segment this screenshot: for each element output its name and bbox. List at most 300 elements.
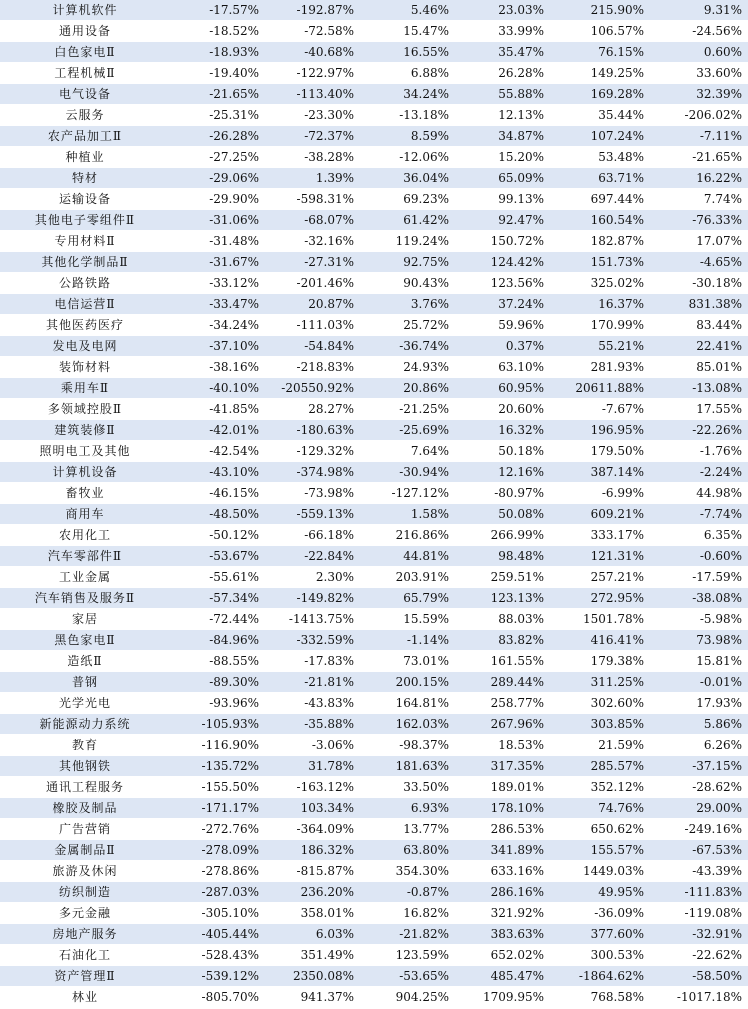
industry-name-cell: 汽车销售及服务Ⅱ <box>0 588 170 609</box>
table-row <box>0 630 748 651</box>
table-row <box>0 924 748 945</box>
value-cell-col-6: -7.74% <box>650 504 748 525</box>
value-cell-col-2: -364.09% <box>265 819 360 840</box>
value-cell-col-1: -41.85% <box>170 399 265 420</box>
value-cell-col-4: 259.51% <box>455 567 550 588</box>
value-cell-col-1: -40.10% <box>170 378 265 399</box>
value-cell-col-1: -287.03% <box>170 882 265 903</box>
industry-name-cell: 计算机软件 <box>0 0 170 21</box>
value-cell-col-5: 1501.78% <box>550 609 650 630</box>
table-row <box>0 504 748 525</box>
table-row <box>0 189 748 210</box>
industry-name-cell: 黑色家电Ⅱ <box>0 630 170 651</box>
value-cell-col-5: 35.44% <box>550 105 650 126</box>
value-cell-col-1: -528.43% <box>170 945 265 966</box>
value-cell-col-3: 61.42% <box>360 210 455 231</box>
value-cell-col-5: 16.37% <box>550 294 650 315</box>
value-cell-col-6: 85.01% <box>650 357 748 378</box>
table-row <box>0 0 748 21</box>
value-cell-col-4: 50.18% <box>455 441 550 462</box>
value-cell-col-2: -21.81% <box>265 672 360 693</box>
table-row <box>0 714 748 735</box>
value-cell-col-4: 652.02% <box>455 945 550 966</box>
value-cell-col-1: -272.76% <box>170 819 265 840</box>
value-cell-col-3: 119.24% <box>360 231 455 252</box>
value-cell-col-2: -72.58% <box>265 21 360 42</box>
value-cell-col-2: -122.97% <box>265 63 360 84</box>
value-cell-col-2: 186.32% <box>265 840 360 861</box>
value-cell-col-4: 266.99% <box>455 525 550 546</box>
industry-name-cell: 橡胶及制品 <box>0 798 170 819</box>
table-row <box>0 231 748 252</box>
value-cell-col-2: -163.12% <box>265 777 360 798</box>
value-cell-col-2: -66.18% <box>265 525 360 546</box>
value-cell-col-6: -13.08% <box>650 378 748 399</box>
value-cell-col-5: 170.99% <box>550 315 650 336</box>
value-cell-col-5: 49.95% <box>550 882 650 903</box>
value-cell-col-2: -22.84% <box>265 546 360 567</box>
value-cell-col-6: -1.76% <box>650 441 748 462</box>
table-row <box>0 21 748 42</box>
value-cell-col-6: 44.98% <box>650 483 748 504</box>
value-cell-col-4: 60.95% <box>455 378 550 399</box>
value-cell-col-5: 333.17% <box>550 525 650 546</box>
value-cell-col-5: 352.12% <box>550 777 650 798</box>
value-cell-col-5: 74.76% <box>550 798 650 819</box>
value-cell-col-4: 16.32% <box>455 420 550 441</box>
value-cell-col-5: 650.62% <box>550 819 650 840</box>
value-cell-col-3: 15.59% <box>360 609 455 630</box>
industry-name-cell: 发电及电网 <box>0 336 170 357</box>
value-cell-col-3: 34.24% <box>360 84 455 105</box>
value-cell-col-6: -58.50% <box>650 966 748 987</box>
value-cell-col-4: 99.13% <box>455 189 550 210</box>
value-cell-col-2: -332.59% <box>265 630 360 651</box>
value-cell-col-6: 15.81% <box>650 651 748 672</box>
value-cell-col-5: -6.99% <box>550 483 650 504</box>
value-cell-col-5: 609.21% <box>550 504 650 525</box>
value-cell-col-2: -201.46% <box>265 273 360 294</box>
value-cell-col-4: 289.44% <box>455 672 550 693</box>
industry-name-cell: 通讯工程服务 <box>0 777 170 798</box>
table-row <box>0 567 748 588</box>
industry-name-cell: 白色家电Ⅱ <box>0 42 170 63</box>
value-cell-col-1: -34.24% <box>170 315 265 336</box>
value-cell-col-5: 182.87% <box>550 231 650 252</box>
value-cell-col-6: -249.16% <box>650 819 748 840</box>
value-cell-col-6: 6.26% <box>650 735 748 756</box>
value-cell-col-1: -38.16% <box>170 357 265 378</box>
value-cell-col-2: -559.13% <box>265 504 360 525</box>
value-cell-col-5: 121.31% <box>550 546 650 567</box>
value-cell-col-5: 196.95% <box>550 420 650 441</box>
value-cell-col-4: 35.47% <box>455 42 550 63</box>
value-cell-col-2: 31.78% <box>265 756 360 777</box>
value-cell-col-3: 3.76% <box>360 294 455 315</box>
table-row <box>0 756 748 777</box>
table-row <box>0 168 748 189</box>
industry-name-cell: 其他钢铁 <box>0 756 170 777</box>
value-cell-col-3: 25.72% <box>360 315 455 336</box>
table-row <box>0 735 748 756</box>
value-cell-col-1: -171.17% <box>170 798 265 819</box>
table-row <box>0 693 748 714</box>
value-cell-col-1: -155.50% <box>170 777 265 798</box>
value-cell-col-6: -32.91% <box>650 924 748 945</box>
value-cell-col-3: 24.93% <box>360 357 455 378</box>
value-cell-col-2: -27.31% <box>265 252 360 273</box>
table-row <box>0 651 748 672</box>
value-cell-col-2: -149.82% <box>265 588 360 609</box>
value-cell-col-1: -19.40% <box>170 63 265 84</box>
value-cell-col-5: 155.57% <box>550 840 650 861</box>
value-cell-col-3: -30.94% <box>360 462 455 483</box>
value-cell-col-3: 1.58% <box>360 504 455 525</box>
value-cell-col-1: -26.28% <box>170 126 265 147</box>
value-cell-col-1: -33.47% <box>170 294 265 315</box>
value-cell-col-3: 63.80% <box>360 840 455 861</box>
industry-name-cell: 多元金融 <box>0 903 170 924</box>
value-cell-col-3: 44.81% <box>360 546 455 567</box>
value-cell-col-2: -73.98% <box>265 483 360 504</box>
value-cell-col-2: -40.68% <box>265 42 360 63</box>
value-cell-col-1: -46.15% <box>170 483 265 504</box>
value-cell-col-1: -21.65% <box>170 84 265 105</box>
value-cell-col-3: 904.25% <box>360 987 455 1008</box>
value-cell-col-5: 149.25% <box>550 63 650 84</box>
value-cell-col-3: 8.59% <box>360 126 455 147</box>
value-cell-col-5: 325.02% <box>550 273 650 294</box>
value-cell-col-4: 123.13% <box>455 588 550 609</box>
value-cell-col-5: 53.48% <box>550 147 650 168</box>
table-row <box>0 147 748 168</box>
value-cell-col-3: 92.75% <box>360 252 455 273</box>
value-cell-col-5: 76.15% <box>550 42 650 63</box>
value-cell-col-5: 311.25% <box>550 672 650 693</box>
value-cell-col-5: 768.58% <box>550 987 650 1008</box>
value-cell-col-6: -30.18% <box>650 273 748 294</box>
value-cell-col-3: 36.04% <box>360 168 455 189</box>
table-row <box>0 420 748 441</box>
value-cell-col-4: 23.03% <box>455 0 550 21</box>
value-cell-col-4: 98.48% <box>455 546 550 567</box>
value-cell-col-2: 2.30% <box>265 567 360 588</box>
value-cell-col-3: 69.23% <box>360 189 455 210</box>
value-cell-col-2: 1.39% <box>265 168 360 189</box>
value-cell-col-6: -76.33% <box>650 210 748 231</box>
value-cell-col-3: 6.88% <box>360 63 455 84</box>
value-cell-col-2: -38.28% <box>265 147 360 168</box>
value-cell-col-5: 107.24% <box>550 126 650 147</box>
industry-name-cell: 云服务 <box>0 105 170 126</box>
value-cell-col-4: 633.16% <box>455 861 550 882</box>
industry-name-cell: 乘用车Ⅱ <box>0 378 170 399</box>
value-cell-col-2: 2350.08% <box>265 966 360 987</box>
value-cell-col-5: 285.57% <box>550 756 650 777</box>
value-cell-col-5: 63.71% <box>550 168 650 189</box>
value-cell-col-2: -1413.75% <box>265 609 360 630</box>
value-cell-col-1: -29.90% <box>170 189 265 210</box>
table-row <box>0 483 748 504</box>
value-cell-col-4: 258.77% <box>455 693 550 714</box>
industry-name-cell: 畜牧业 <box>0 483 170 504</box>
value-cell-col-4: 34.87% <box>455 126 550 147</box>
value-cell-col-6: -24.56% <box>650 21 748 42</box>
industry-name-cell: 商用车 <box>0 504 170 525</box>
value-cell-col-1: -18.52% <box>170 21 265 42</box>
industry-name-cell: 建筑装修Ⅱ <box>0 420 170 441</box>
value-cell-col-5: 697.44% <box>550 189 650 210</box>
value-cell-col-6: -37.15% <box>650 756 748 777</box>
value-cell-col-1: -31.06% <box>170 210 265 231</box>
industry-name-cell: 工业金属 <box>0 567 170 588</box>
value-cell-col-2: -218.83% <box>265 357 360 378</box>
industry-name-cell: 林业 <box>0 987 170 1008</box>
table-row <box>0 546 748 567</box>
value-cell-col-1: -37.10% <box>170 336 265 357</box>
value-cell-col-3: 16.82% <box>360 903 455 924</box>
value-cell-col-1: -31.67% <box>170 252 265 273</box>
value-cell-col-4: 178.10% <box>455 798 550 819</box>
value-cell-col-3: -98.37% <box>360 735 455 756</box>
table-row <box>0 672 748 693</box>
value-cell-col-5: 169.28% <box>550 84 650 105</box>
value-cell-col-3: 20.86% <box>360 378 455 399</box>
value-cell-col-1: -33.12% <box>170 273 265 294</box>
value-cell-col-4: 150.72% <box>455 231 550 252</box>
value-cell-col-6: -22.26% <box>650 420 748 441</box>
value-cell-col-4: 18.53% <box>455 735 550 756</box>
value-cell-col-4: 267.96% <box>455 714 550 735</box>
table-row <box>0 336 748 357</box>
value-cell-col-3: -1.14% <box>360 630 455 651</box>
value-cell-col-6: 29.00% <box>650 798 748 819</box>
industry-name-cell: 旅游及休闲 <box>0 861 170 882</box>
industry-name-cell: 计算机设备 <box>0 462 170 483</box>
value-cell-col-6: 17.55% <box>650 399 748 420</box>
industry-name-cell: 家居 <box>0 609 170 630</box>
value-cell-col-4: 50.08% <box>455 504 550 525</box>
table-row <box>0 126 748 147</box>
value-cell-col-3: 7.64% <box>360 441 455 462</box>
table-row <box>0 525 748 546</box>
value-cell-col-6: 9.31% <box>650 0 748 21</box>
value-cell-col-2: 20.87% <box>265 294 360 315</box>
value-cell-col-2: 236.20% <box>265 882 360 903</box>
value-cell-col-4: 92.47% <box>455 210 550 231</box>
value-cell-col-6: -38.08% <box>650 588 748 609</box>
industry-name-cell: 运输设备 <box>0 189 170 210</box>
table-row <box>0 987 748 1008</box>
value-cell-col-1: -84.96% <box>170 630 265 651</box>
value-cell-col-4: 55.88% <box>455 84 550 105</box>
table-row <box>0 777 748 798</box>
industry-name-cell: 农用化工 <box>0 525 170 546</box>
industry-name-cell: 其他电子零组件Ⅱ <box>0 210 170 231</box>
value-cell-col-1: -135.72% <box>170 756 265 777</box>
value-cell-col-6: -0.60% <box>650 546 748 567</box>
table-row <box>0 315 748 336</box>
table-row <box>0 840 748 861</box>
value-cell-col-1: -539.12% <box>170 966 265 987</box>
value-cell-col-4: 124.42% <box>455 252 550 273</box>
value-cell-col-1: -55.61% <box>170 567 265 588</box>
value-cell-col-6: -43.39% <box>650 861 748 882</box>
value-cell-col-4: 37.24% <box>455 294 550 315</box>
value-cell-col-5: 160.54% <box>550 210 650 231</box>
value-cell-col-4: 286.16% <box>455 882 550 903</box>
value-cell-col-5: 106.57% <box>550 21 650 42</box>
value-cell-col-1: -405.44% <box>170 924 265 945</box>
value-cell-col-6: -7.11% <box>650 126 748 147</box>
industry-name-cell: 造纸Ⅱ <box>0 651 170 672</box>
value-cell-col-6: 16.22% <box>650 168 748 189</box>
value-cell-col-2: -43.83% <box>265 693 360 714</box>
value-cell-col-4: 485.47% <box>455 966 550 987</box>
value-cell-col-4: 15.20% <box>455 147 550 168</box>
value-cell-col-3: -21.25% <box>360 399 455 420</box>
value-cell-col-6: 17.07% <box>650 231 748 252</box>
table-row <box>0 294 748 315</box>
value-cell-col-1: -93.96% <box>170 693 265 714</box>
value-cell-col-1: -27.25% <box>170 147 265 168</box>
industry-name-cell: 普钢 <box>0 672 170 693</box>
value-cell-col-1: -50.12% <box>170 525 265 546</box>
value-cell-col-5: 20611.88% <box>550 378 650 399</box>
value-cell-col-6: 17.93% <box>650 693 748 714</box>
value-cell-col-1: -278.86% <box>170 861 265 882</box>
value-cell-col-3: -127.12% <box>360 483 455 504</box>
value-cell-col-4: 1709.95% <box>455 987 550 1008</box>
value-cell-col-6: 6.35% <box>650 525 748 546</box>
value-cell-col-3: -0.87% <box>360 882 455 903</box>
value-cell-col-6: -22.62% <box>650 945 748 966</box>
value-cell-col-3: -12.06% <box>360 147 455 168</box>
value-cell-col-3: -53.65% <box>360 966 455 987</box>
value-cell-col-1: -53.67% <box>170 546 265 567</box>
value-cell-col-1: -57.34% <box>170 588 265 609</box>
value-cell-col-6: -21.65% <box>650 147 748 168</box>
value-cell-col-1: -89.30% <box>170 672 265 693</box>
value-cell-col-2: -129.32% <box>265 441 360 462</box>
value-cell-col-1: -305.10% <box>170 903 265 924</box>
value-cell-col-6: -28.62% <box>650 777 748 798</box>
value-cell-col-1: -88.55% <box>170 651 265 672</box>
value-cell-col-3: 65.79% <box>360 588 455 609</box>
value-cell-col-2: 103.34% <box>265 798 360 819</box>
value-cell-col-1: -42.54% <box>170 441 265 462</box>
value-cell-col-1: -42.01% <box>170 420 265 441</box>
value-cell-col-3: 216.86% <box>360 525 455 546</box>
value-cell-col-6: 83.44% <box>650 315 748 336</box>
value-cell-col-4: 65.09% <box>455 168 550 189</box>
value-cell-col-4: 33.99% <box>455 21 550 42</box>
industry-name-cell: 新能源动力系统 <box>0 714 170 735</box>
value-cell-col-5: 303.85% <box>550 714 650 735</box>
table-row <box>0 903 748 924</box>
industry-name-cell: 其他医药医疗 <box>0 315 170 336</box>
industry-name-cell: 金属制品Ⅱ <box>0 840 170 861</box>
value-cell-col-2: -598.31% <box>265 189 360 210</box>
value-cell-col-1: -805.70% <box>170 987 265 1008</box>
table-row <box>0 966 748 987</box>
value-cell-col-1: -25.31% <box>170 105 265 126</box>
value-cell-col-5: -1864.62% <box>550 966 650 987</box>
table-row <box>0 252 748 273</box>
value-cell-col-5: 302.60% <box>550 693 650 714</box>
value-cell-col-2: -17.83% <box>265 651 360 672</box>
value-cell-col-4: 286.53% <box>455 819 550 840</box>
industry-name-cell: 房地产服务 <box>0 924 170 945</box>
value-cell-col-3: 90.43% <box>360 273 455 294</box>
value-cell-col-5: 21.59% <box>550 735 650 756</box>
value-cell-col-6: -0.01% <box>650 672 748 693</box>
value-cell-col-4: 383.63% <box>455 924 550 945</box>
value-cell-col-4: 123.56% <box>455 273 550 294</box>
value-cell-col-5: -36.09% <box>550 903 650 924</box>
table-row <box>0 63 748 84</box>
value-cell-col-2: -68.07% <box>265 210 360 231</box>
table-row <box>0 462 748 483</box>
value-cell-col-1: -18.93% <box>170 42 265 63</box>
table-row <box>0 84 748 105</box>
value-cell-col-4: 12.13% <box>455 105 550 126</box>
value-cell-col-1: -278.09% <box>170 840 265 861</box>
value-cell-col-6: 33.60% <box>650 63 748 84</box>
value-cell-col-4: 189.01% <box>455 777 550 798</box>
value-cell-col-4: 59.96% <box>455 315 550 336</box>
value-cell-col-1: -17.57% <box>170 0 265 21</box>
value-cell-col-6: -1017.18% <box>650 987 748 1008</box>
value-cell-col-5: 387.14% <box>550 462 650 483</box>
table-row <box>0 945 748 966</box>
value-cell-col-5: 179.50% <box>550 441 650 462</box>
value-cell-col-6: 7.74% <box>650 189 748 210</box>
industry-name-cell: 工程机械Ⅱ <box>0 63 170 84</box>
value-cell-col-2: 6.03% <box>265 924 360 945</box>
value-cell-col-3: 5.46% <box>360 0 455 21</box>
value-cell-col-2: -72.37% <box>265 126 360 147</box>
value-cell-col-4: 12.16% <box>455 462 550 483</box>
value-cell-col-3: 6.93% <box>360 798 455 819</box>
value-cell-col-4: 63.10% <box>455 357 550 378</box>
value-cell-col-2: -23.30% <box>265 105 360 126</box>
table-row <box>0 441 748 462</box>
value-cell-col-2: 28.27% <box>265 399 360 420</box>
value-cell-col-6: -4.65% <box>650 252 748 273</box>
value-cell-col-5: 257.21% <box>550 567 650 588</box>
value-cell-col-6: 22.41% <box>650 336 748 357</box>
value-cell-col-3: -21.82% <box>360 924 455 945</box>
table-row <box>0 861 748 882</box>
value-cell-col-3: 203.91% <box>360 567 455 588</box>
value-cell-col-5: 215.90% <box>550 0 650 21</box>
value-cell-col-1: -116.90% <box>170 735 265 756</box>
value-cell-col-2: -35.88% <box>265 714 360 735</box>
value-cell-col-4: 26.28% <box>455 63 550 84</box>
value-cell-col-4: -80.97% <box>455 483 550 504</box>
value-cell-col-4: 341.89% <box>455 840 550 861</box>
value-cell-col-2: -54.84% <box>265 336 360 357</box>
industry-name-cell: 种植业 <box>0 147 170 168</box>
value-cell-col-6: 73.98% <box>650 630 748 651</box>
table-row <box>0 798 748 819</box>
value-cell-col-5: 179.38% <box>550 651 650 672</box>
value-cell-col-2: 941.37% <box>265 987 360 1008</box>
value-cell-col-3: -25.69% <box>360 420 455 441</box>
industry-name-cell: 多领域控股Ⅱ <box>0 399 170 420</box>
value-cell-col-2: -192.87% <box>265 0 360 21</box>
